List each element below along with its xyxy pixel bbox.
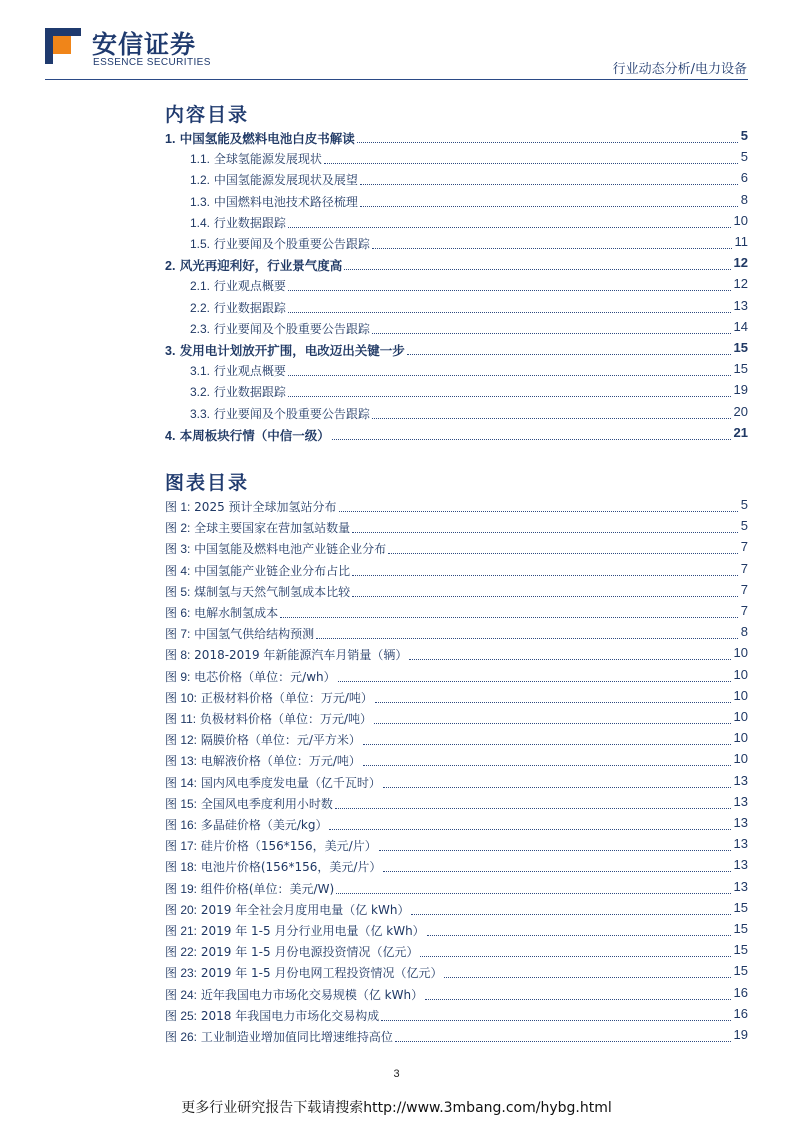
entry-number: 2.1.: [190, 279, 211, 294]
entry-page-number: 13: [733, 857, 748, 873]
entry-page-number: 11: [734, 234, 748, 249]
dot-leader: [425, 999, 731, 1000]
entry-page-number: 7: [740, 581, 748, 597]
toc-section-entry[interactable]: [0, 382, 793, 402]
entry-page-number: 7: [740, 603, 748, 618]
entry-number: 图 17:: [165, 839, 198, 854]
entry-number: 图 18:: [165, 860, 198, 875]
figure-entry[interactable]: [0, 773, 793, 793]
entry-page-number: 15: [733, 921, 748, 936]
figure-entry[interactable]: [0, 942, 793, 962]
toc-section-entry[interactable]: [0, 149, 793, 169]
entry-number: 图 10:: [165, 690, 198, 705]
entry-text: 全国风电季度利用小时数: [200, 796, 333, 811]
entry-label: [165, 604, 278, 621]
entry-text: 工业制造业增加值同比增速维持高位: [200, 1030, 393, 1044]
dot-leader: [363, 765, 731, 766]
entry-page-number: 13: [733, 793, 748, 809]
toc-section-entry[interactable]: [0, 192, 793, 212]
figure-entry[interactable]: [0, 836, 793, 856]
dot-leader: [395, 1041, 731, 1042]
dot-leader: [280, 617, 738, 618]
entry-number: 1.1.: [190, 152, 211, 167]
dot-leader: [407, 354, 731, 355]
toc-chapter-entry[interactable]: [0, 255, 793, 275]
entry-number: 1.4.: [190, 215, 211, 230]
entry-text: 煤制氢与天然气制氢成本比较: [194, 584, 351, 599]
dot-leader: [288, 290, 731, 291]
dot-leader: [288, 375, 731, 376]
figure-entry[interactable]: [0, 794, 793, 814]
dot-leader: [444, 977, 731, 978]
figure-entry[interactable]: [0, 624, 793, 644]
entry-number: 图 9:: [165, 669, 191, 684]
entry-page-number: 19: [733, 382, 748, 398]
entry-text: 负极材料价格（单位：万元/吨）: [199, 712, 373, 726]
figure-entry[interactable]: [0, 730, 793, 750]
entry-page-number: 5: [740, 497, 748, 512]
entry-label: [165, 752, 361, 769]
dot-leader: [360, 184, 738, 185]
entry-label: [190, 277, 286, 294]
figure-entry[interactable]: [0, 497, 793, 517]
dot-leader: [420, 956, 731, 957]
dot-leader: [383, 787, 731, 788]
entry-text: 中国燃料电池技术路径梳理: [213, 194, 358, 209]
entry-page-number: 13: [733, 297, 748, 313]
dot-leader: [352, 575, 738, 576]
entry-number: 图 6:: [165, 606, 191, 620]
entry-label: [165, 519, 350, 536]
entry-label: [165, 943, 418, 960]
entry-page-number: 13: [733, 836, 748, 852]
entry-page-number: 13: [733, 772, 748, 788]
dot-leader: [374, 723, 731, 724]
entry-number: 2.: [165, 259, 176, 274]
entry-page-number: 15: [733, 963, 748, 979]
entry-label: [165, 816, 327, 833]
entry-number: 图 2:: [165, 521, 191, 536]
entry-number: 1.5.: [190, 237, 211, 251]
figure-entry[interactable]: [0, 1027, 793, 1047]
figure-entry[interactable]: [0, 751, 793, 771]
entry-number: 图 4:: [165, 563, 191, 578]
entry-text: 行业观点概要: [213, 364, 286, 379]
entry-number: 2.3.: [190, 321, 211, 336]
entry-page-number: 5: [740, 128, 748, 143]
entry-page-number: 10: [733, 730, 748, 746]
entry-page-number: 10: [733, 645, 748, 661]
entry-label: [165, 689, 373, 706]
report-category: 行业动态分析/电力设备: [612, 62, 747, 77]
toc-section-entry[interactable]: [0, 404, 793, 424]
entry-text: 行业观点概要: [213, 279, 286, 294]
entry-number: 1.3.: [190, 194, 211, 209]
entry-label: [190, 299, 286, 316]
entry-label: [190, 150, 322, 167]
logo-mark-icon: [45, 28, 81, 64]
entry-number: 图 22:: [165, 945, 198, 960]
toc-chapter-entry[interactable]: [0, 128, 793, 148]
dot-leader: [288, 312, 731, 313]
header-divider: [45, 79, 748, 80]
dot-leader: [324, 163, 738, 164]
entry-text: 中国氢能产业链企业分布占比: [194, 563, 351, 578]
entry-label: [165, 795, 333, 812]
entry-page-number: 10: [733, 666, 748, 682]
entry-number: 图 20:: [165, 902, 198, 917]
entry-number: 图 3:: [165, 542, 191, 557]
entry-label: [165, 1028, 393, 1045]
dot-leader: [411, 914, 731, 915]
entry-text: 2019 年 1-5 月份电源投资情况（亿元）: [200, 945, 419, 960]
dot-leader: [336, 893, 731, 894]
entry-page-number: 10: [733, 212, 748, 228]
toc-section-entry[interactable]: [0, 276, 793, 296]
entry-text: 中国氢能及燃料电池白皮书解读: [179, 131, 355, 146]
entry-page-number: 7: [740, 560, 748, 576]
entry-page-number: 10: [733, 709, 748, 724]
entry-page-number: 14: [733, 318, 748, 334]
entry-label: [165, 498, 337, 515]
figure-entry[interactable]: [0, 539, 793, 559]
entry-text: 中国氢能及燃料电池产业链企业分布: [194, 542, 387, 557]
entry-text: 电池片价格(156*156，美元/片）: [200, 860, 382, 875]
entry-number: 图 5:: [165, 584, 191, 599]
toc-section-entry[interactable]: [0, 319, 793, 339]
entry-number: 图 19:: [165, 881, 198, 896]
entry-text: 行业数据跟踪: [213, 215, 286, 230]
footer-link-text[interactable]: 更多行业研究报告下载请搜索http://www.3mbang.com/hybg.html: [181, 1100, 612, 1116]
entry-label: [190, 214, 286, 231]
entry-number: 图 16:: [165, 818, 198, 832]
figure-entry[interactable]: [0, 1006, 793, 1026]
dot-leader: [379, 850, 731, 851]
dot-leader: [332, 439, 731, 440]
entry-label: [165, 583, 350, 600]
entry-label: [190, 320, 370, 337]
entry-text: 组件价格(单位：美元/W): [200, 881, 335, 896]
entry-number: 4.: [165, 428, 176, 443]
entry-number: 图 21:: [165, 924, 198, 938]
dot-leader: [388, 553, 738, 554]
entry-text: 发用电计划放开扩围，电改迈出关键一步: [179, 343, 405, 358]
entry-label: [165, 880, 334, 897]
entry-label: [165, 774, 381, 791]
entry-number: 图 15:: [165, 796, 198, 811]
company-name-cn: 安信证券: [92, 30, 197, 59]
figures-title: 图表目录: [165, 472, 250, 494]
entry-label: [165, 540, 386, 557]
toc-section-entry[interactable]: [0, 213, 793, 233]
entry-text: 行业数据跟踪: [213, 385, 286, 400]
entry-page-number: 13: [733, 878, 748, 894]
entry-label: [165, 562, 350, 579]
entry-page-number: 13: [733, 815, 748, 830]
entry-label: [165, 922, 425, 939]
dot-leader: [357, 142, 738, 143]
entry-number: 3.1.: [190, 364, 211, 379]
entry-text: 国内风电季度发电量（亿千瓦时）: [200, 775, 381, 790]
figure-entry[interactable]: [0, 921, 793, 941]
figure-entry[interactable]: [0, 518, 793, 538]
dot-leader: [372, 418, 731, 419]
entry-number: 图 13:: [165, 754, 198, 769]
entry-page-number: 6: [740, 170, 748, 186]
dot-leader: [288, 396, 731, 397]
contents-title: 内容目录: [165, 104, 250, 126]
entry-label: [165, 341, 405, 359]
entry-label: [190, 383, 286, 400]
entry-page-number: 15: [733, 340, 748, 355]
figure-entry[interactable]: [0, 561, 793, 581]
entry-number: 图 7:: [165, 627, 191, 642]
toc-chapter-entry[interactable]: [0, 425, 793, 445]
dot-leader: [409, 659, 731, 660]
entry-text: 近年我国电力市场化交易规模（亿 kWh）: [200, 987, 424, 1002]
entry-text: 电芯价格（单位：元/wh）: [194, 669, 336, 684]
entry-label: [165, 986, 423, 1003]
dot-leader: [352, 596, 738, 597]
entry-label: [165, 668, 336, 685]
entry-text: 行业要闻及个股重要公告跟踪: [213, 237, 370, 251]
entry-number: 图 26:: [165, 1030, 198, 1044]
entry-number: 图 24:: [165, 987, 198, 1002]
entry-text: 全球主要国家在营加氢站数量: [194, 521, 351, 536]
entry-text: 风光再迎利好，行业景气度高: [179, 258, 343, 274]
toc-section-entry[interactable]: [0, 170, 793, 190]
dot-leader: [381, 1020, 731, 1021]
entry-text: 多晶硅价格（美元/kg）: [200, 818, 328, 832]
entry-page-number: 7: [740, 539, 748, 555]
entry-label: [165, 731, 361, 748]
figure-entry[interactable]: [0, 709, 793, 729]
entry-page-number: 15: [733, 361, 748, 377]
entry-text: 行业要闻及个股重要公告跟踪: [213, 321, 370, 336]
toc-section-entry[interactable]: [0, 298, 793, 318]
dot-leader: [383, 871, 731, 872]
entry-page-number: 16: [733, 1005, 748, 1021]
entry-number: 图 8:: [165, 648, 191, 663]
entry-page-number: 8: [740, 624, 748, 640]
company-name-en: ESSENCE SECURITIES: [93, 57, 211, 68]
entry-page-number: 5: [740, 518, 748, 534]
entry-text: 电解液价格（单位：万元/吨）: [200, 754, 361, 769]
entry-text: 2019 年 1-5 月分行业用电量（亿 kWh）: [200, 924, 425, 938]
entry-label: [165, 964, 442, 981]
entry-page-number: 15: [733, 942, 748, 958]
entry-page-number: 21: [733, 424, 748, 440]
entry-text: 全球氢能源发展现状: [213, 152, 322, 167]
entry-label: [165, 901, 409, 918]
dot-leader: [427, 935, 731, 936]
entry-page-number: 5: [740, 149, 748, 165]
entry-number: 图 23:: [165, 966, 198, 981]
dot-leader: [288, 227, 731, 228]
entry-number: 图 14:: [165, 775, 198, 790]
entry-page-number: 12: [733, 255, 748, 271]
dot-leader: [316, 638, 738, 639]
figure-entry[interactable]: [0, 963, 793, 983]
entry-text: 本周板块行情（中信一级）: [179, 427, 330, 443]
entry-text: 2019 年 1-5 月份电网工程投资情况（亿元）: [200, 966, 443, 981]
dot-leader: [375, 702, 731, 703]
entry-label: [165, 646, 407, 663]
figure-entry[interactable]: [0, 667, 793, 687]
entry-number: 图 11:: [165, 712, 197, 726]
figure-entry[interactable]: [0, 603, 793, 623]
entry-label: [165, 837, 377, 854]
entry-text: 电解水制氢成本: [194, 606, 279, 620]
entry-label: [190, 193, 358, 210]
entry-number: 图 1:: [165, 500, 191, 514]
dot-leader: [372, 248, 732, 249]
entry-page-number: 16: [733, 984, 748, 1000]
entry-label: [190, 362, 286, 379]
entry-number: 3.3.: [190, 406, 211, 421]
figure-entry[interactable]: [0, 857, 793, 877]
entry-label: [165, 858, 381, 875]
figure-entry[interactable]: [0, 688, 793, 708]
figure-entry[interactable]: [0, 815, 793, 835]
entry-page-number: 19: [733, 1027, 748, 1042]
entry-number: 3.2.: [190, 385, 211, 400]
dot-leader: [363, 744, 731, 745]
toc-section-entry[interactable]: [0, 234, 793, 254]
dot-leader: [335, 808, 731, 809]
figure-entry[interactable]: [0, 985, 793, 1005]
entry-text: 中国氢气供给结构预测: [194, 627, 315, 642]
entry-number: 图 25:: [165, 1008, 198, 1023]
entry-page-number: 12: [733, 276, 748, 292]
figure-entry[interactable]: [0, 900, 793, 920]
entry-number: 2.2.: [190, 300, 211, 315]
entry-label: [165, 426, 330, 444]
entry-number: 1.2.: [190, 173, 211, 188]
entry-label: [190, 171, 358, 188]
entry-number: 图 12:: [165, 733, 198, 748]
entry-label: [190, 405, 370, 422]
entry-text: 行业要闻及个股重要公告跟踪: [213, 406, 370, 421]
entry-page-number: 15: [733, 899, 748, 915]
entry-page-number: 8: [740, 191, 748, 207]
entry-label: [165, 710, 372, 727]
entry-text: 2019 年全社会月度用电量（亿 kWh）: [200, 902, 410, 917]
entry-text: 正极材料价格（单位：万元/吨）: [200, 690, 373, 705]
entry-text: 2018-2019 年新能源汽车月销量（辆）: [194, 648, 408, 663]
entry-number: 1.: [165, 132, 176, 146]
figure-entry[interactable]: [0, 582, 793, 602]
entry-page-number: 20: [733, 403, 748, 419]
toc-section-entry[interactable]: [0, 361, 793, 381]
dot-leader: [360, 206, 738, 207]
entry-label: [165, 625, 314, 642]
entry-text: 2018 年我国电力市场化交易构成: [200, 1008, 380, 1023]
dot-leader: [352, 532, 738, 533]
entry-page-number: 10: [733, 751, 748, 767]
entry-number: 3.: [165, 344, 176, 358]
dot-leader: [329, 829, 731, 830]
entry-text: 硅片价格（156*156，美元/片）: [200, 839, 377, 854]
entry-label: [190, 235, 370, 252]
dot-leader: [339, 511, 738, 512]
entry-label: [165, 256, 342, 274]
dot-leader: [344, 269, 731, 270]
page-number: 3: [393, 1068, 400, 1080]
toc-chapter-entry[interactable]: [0, 340, 793, 360]
entry-label: [165, 129, 355, 147]
entry-page-number: 10: [733, 687, 748, 703]
dot-leader: [372, 333, 731, 334]
entry-text: 中国氢能源发展现状及展望: [213, 173, 358, 188]
entry-label: [165, 1007, 379, 1024]
figure-entry[interactable]: [0, 879, 793, 899]
entry-text: 隔膜价格（单位：元/平方米）: [200, 733, 361, 748]
entry-text: 2025 预计全球加氢站分布: [194, 500, 337, 514]
entry-text: 行业数据跟踪: [213, 300, 286, 315]
dot-leader: [338, 681, 731, 682]
figure-entry[interactable]: [0, 645, 793, 665]
